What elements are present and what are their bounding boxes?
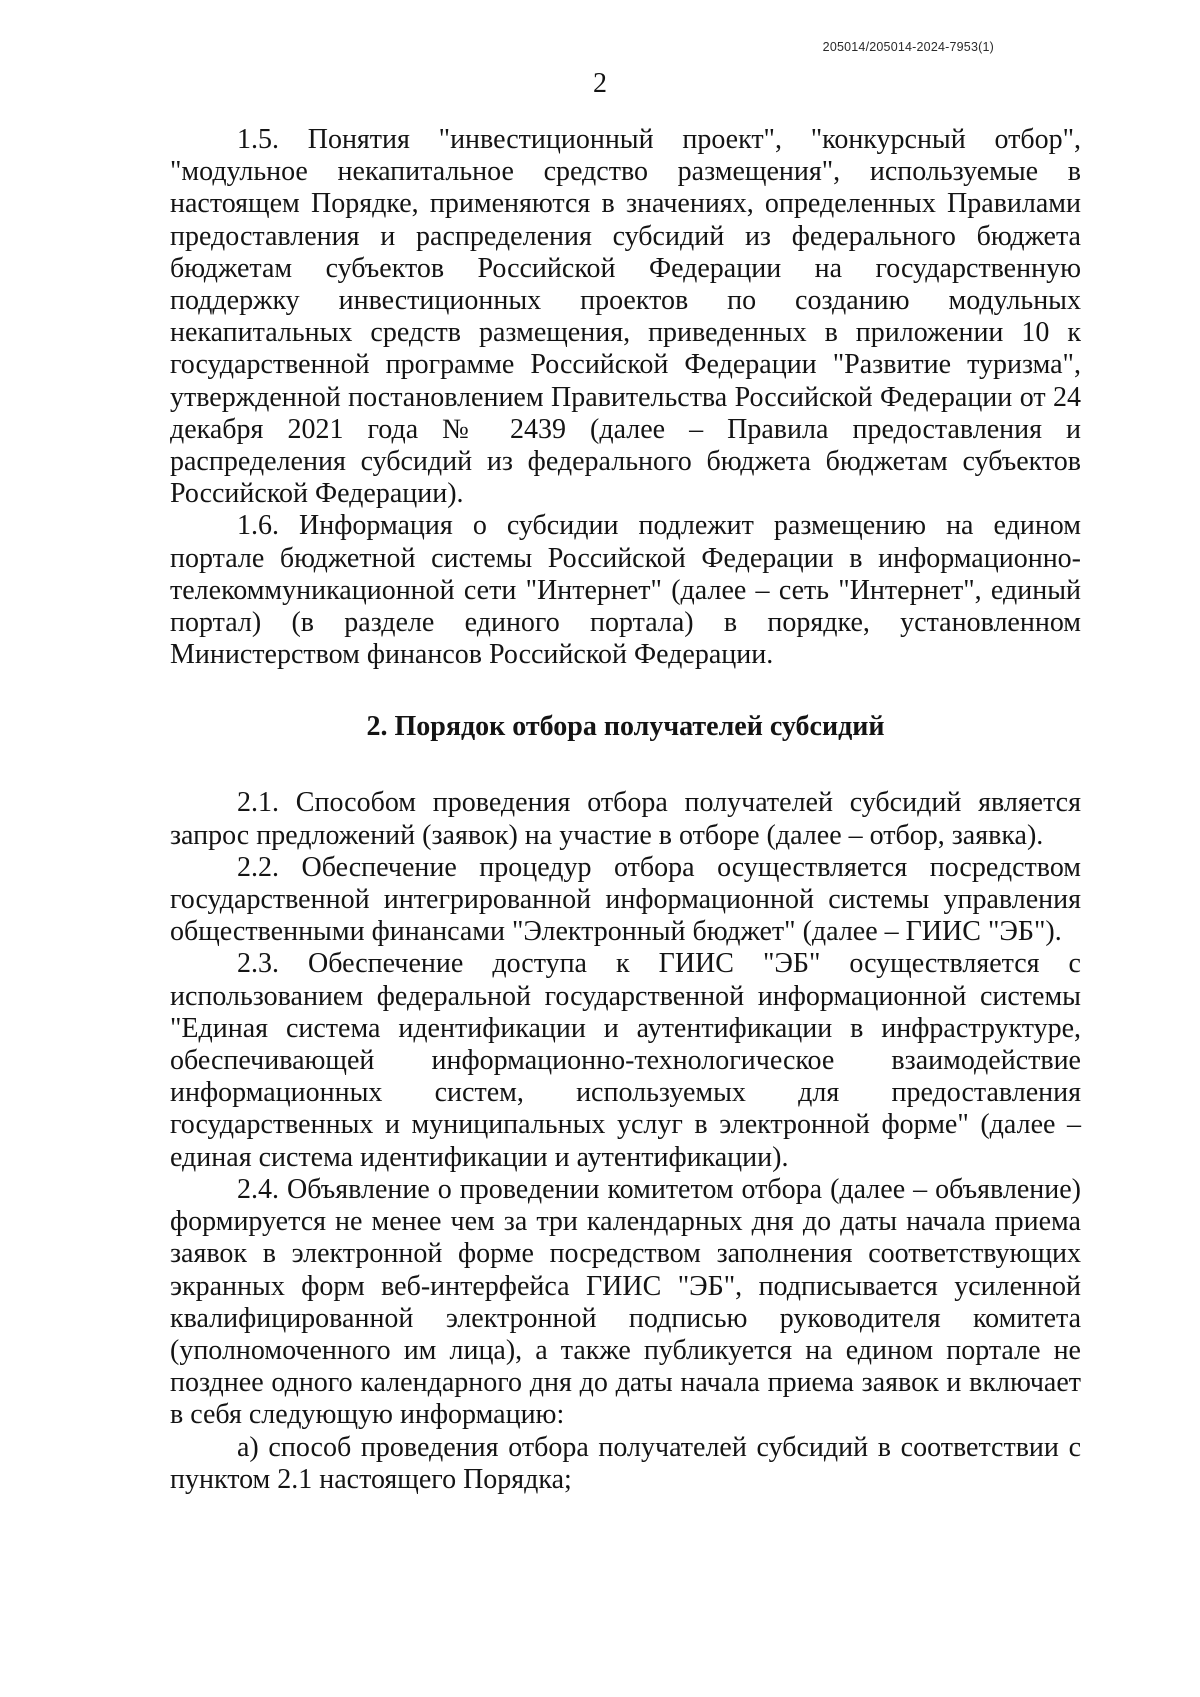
clause-1-6: 1.6. Информация о субсидии подлежит размещению на едином портале бюджетной системы Российской Федерации в информационно-телекоммуникационной сети "Интернет" (далее – сеть "Интернет", единый портал) (в разделе единого портала) в порядке, установленном Министерством финансов Российской Федерации.	[170, 510, 1081, 671]
document-registration-number: 205014/205014-2024-7953(1)	[822, 40, 994, 54]
clause-1-5: 1.5. Понятия "инвестиционный проект", "конкурсный отбор", "модульное некапитальное средство размещения", используемые в настоящем Порядке, применяются в значениях, определенных Правилами предоставления и распределения субсидий из федерального бюджета бюджетам субъектов Российской Федерации на государственную поддержку инвестиционных проектов по созданию модульных некапитальных средств размещения, приведенных в приложении 10 к государственной программе Российской Федерации "Развитие туризма", утвержденной постановлением Правительства Российской Федерации от 24 декабря 2021 года № 2439 (далее – Правила предоставления и распределения субсидий из федерального бюджета бюджетам субъектов Российской Федерации).	[170, 124, 1081, 510]
section-2-heading: 2. Порядок отбора получателей субсидий	[366, 711, 885, 743]
clause-2-2: 2.2. Обеспечение процедур отбора осуществляется посредством государственной интегрированной информационной системы управления общественными финансами "Электронный бюджет" (далее – ГИИС "ЭБ").	[170, 851, 1081, 948]
clause-2-4: 2.4. Объявление о проведении комитетом отбора (далее – объявление) формируется не менее чем за три календарных дня до даты начала приема заявок в электронной форме посредством заполнения соответствующих экранных форм веб-интерфейса ГИИС "ЭБ", подписывается усиленной квалифицированной электронной подписью руководителя комитета (уполномоченного им лица), а также публикуется на едином портале не позднее одного календарного дня до даты начала приема заявок и включает в себя следующую информацию:	[170, 1173, 1081, 1431]
clause-2-4-a: а) способ проведения отбора получателей субсидий в соответствии с пунктом 2.1 настоящего Порядка;	[170, 1431, 1081, 1495]
document-body	[170, 124, 1081, 1496]
clause-2-3: 2.3. Обеспечение доступа к ГИИС "ЭБ" осуществляется с использованием федеральной государственной информационной системы "Единая система идентификации и аутентификации в инфраструктуре, обеспечивающей информационно-технологическое взаимодействие информационных систем, используемых для предоставления государственных и муниципальных услуг в электронной форме" (далее – единая система идентификации и аутентификации).	[170, 948, 1081, 1173]
clause-2-1: 2.1. Способом проведения отбора получателей субсидий является запрос предложений (заявок) на участие в отборе (далее – отбор, заявка).	[170, 787, 1081, 851]
page-number: 2	[593, 68, 607, 99]
